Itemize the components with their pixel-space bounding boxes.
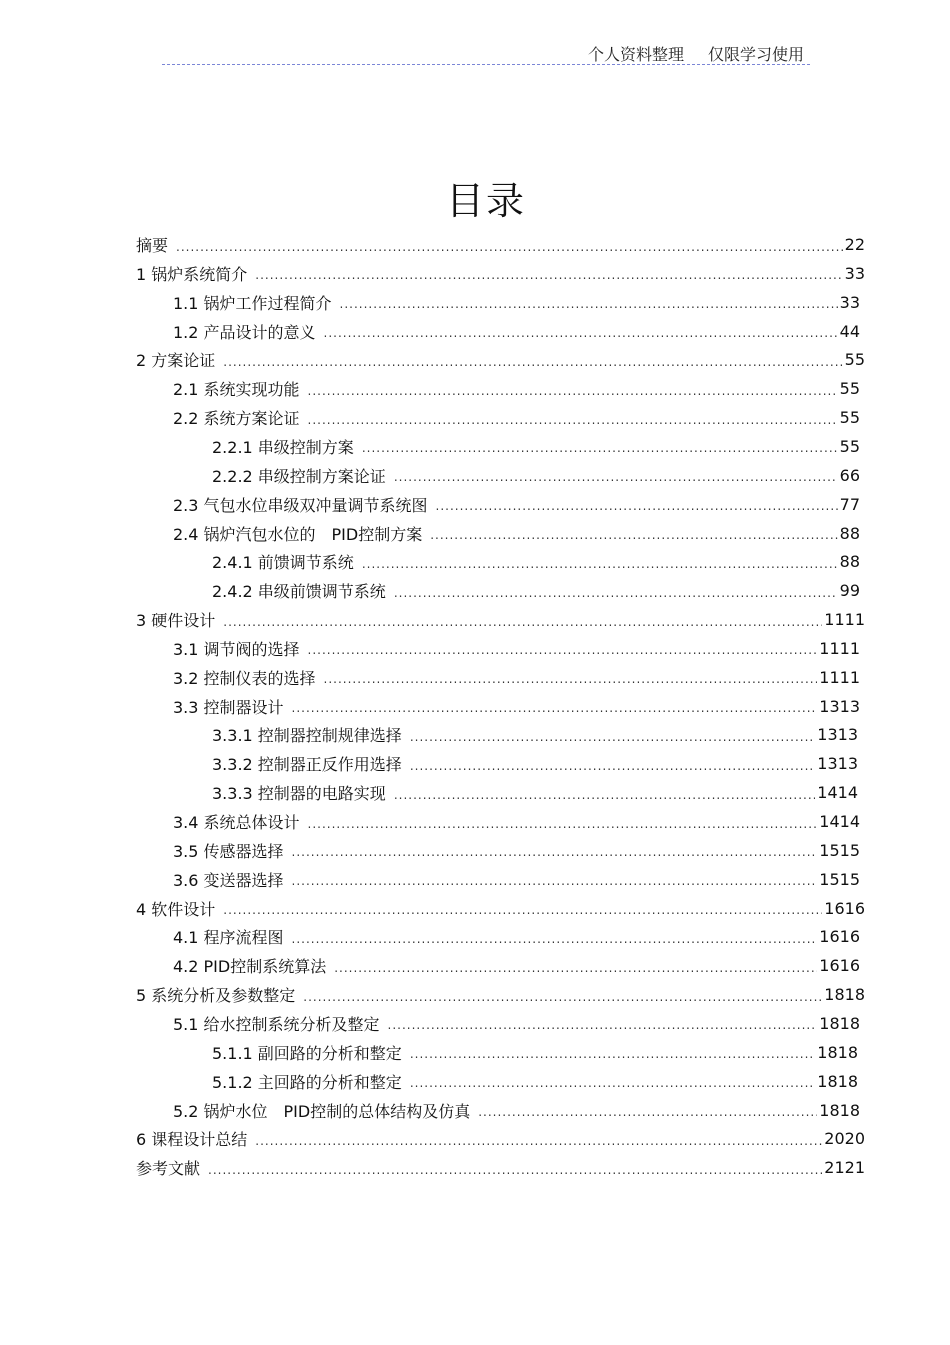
toc-leader-dots: [362, 557, 838, 571]
toc-entry-page: 1616: [819, 927, 860, 947]
toc-entry-page: 1616: [819, 956, 860, 976]
toc-entry[interactable]: [173, 951, 860, 980]
toc-entry[interactable]: [173, 807, 860, 836]
toc-entry[interactable]: [173, 1009, 860, 1038]
toc-entry-page: 1515: [819, 869, 860, 889]
toc-leader-dots: [292, 845, 818, 859]
toc-entry[interactable]: [212, 576, 860, 605]
toc-entry-page: 1313: [819, 696, 860, 716]
toc-entry-page: 88: [839, 552, 860, 572]
toc-entry[interactable]: [212, 720, 858, 749]
toc-entry[interactable]: [212, 1038, 858, 1067]
toc-leader-dots: [255, 268, 842, 282]
toc-entry-label: 2.1 系统实现功能: [173, 380, 300, 400]
toc-leader-dots: [223, 355, 842, 369]
toc-leader-dots: [308, 643, 818, 657]
toc-entry[interactable]: [173, 317, 860, 346]
toc-leader-dots: [334, 961, 817, 975]
toc-entry-page: 1818: [819, 1013, 860, 1033]
toc-entry[interactable]: [173, 1096, 860, 1125]
toc-leader-dots: [324, 326, 838, 340]
toc-entry-label: 2 方案论证: [136, 351, 216, 371]
toc-leader-dots: [430, 528, 837, 542]
toc-entry-label: 3.2 控制仪表的选择: [173, 668, 316, 688]
toc-entry[interactable]: [212, 749, 858, 778]
toc-entry[interactable]: [173, 836, 860, 865]
toc-leader-dots: [410, 759, 815, 773]
toc-entry-label: 4 软件设计: [136, 899, 216, 919]
toc-entry[interactable]: [173, 374, 860, 403]
toc-entry[interactable]: [173, 634, 860, 663]
toc-entry-page: 55: [839, 436, 860, 456]
toc-entry-page: 44: [839, 321, 860, 341]
toc-entry[interactable]: [173, 663, 860, 692]
toc-leader-dots: [208, 1163, 822, 1177]
toc-leader-dots: [388, 1018, 818, 1032]
toc-entry-page: 2121: [824, 1158, 865, 1178]
toc-entry-page: 99: [839, 581, 860, 601]
toc-leader-dots: [308, 413, 838, 427]
toc-entry[interactable]: [173, 692, 860, 721]
toc-entry[interactable]: [136, 894, 865, 923]
toc-leader-dots: [223, 615, 822, 629]
toc-entry-label: 4.1 程序流程图: [173, 928, 284, 948]
header-right-text: 仅限学习使用: [707, 45, 804, 64]
toc-entry-label: 2.4.1 前馈调节系统: [212, 553, 354, 573]
toc-leader-dots: [478, 1105, 817, 1119]
toc-entry-label: 3.3.3 控制器的电路实现: [212, 784, 386, 804]
toc-leader-dots: [394, 788, 815, 802]
toc-entry-label: 6 课程设计总结: [136, 1130, 248, 1150]
toc-entry-label: 1.2 产品设计的意义: [173, 322, 316, 342]
toc-entry-page: 1111: [824, 610, 865, 630]
toc-entry-label: 参考文献: [136, 1159, 201, 1179]
toc-entry-label: 5.1.1 副回路的分析和整定: [212, 1043, 402, 1063]
toc-entry[interactable]: [212, 461, 860, 490]
toc-leader-dots: [394, 470, 838, 484]
toc-entry-page: 1515: [819, 840, 860, 860]
toc-leader-dots: [410, 730, 815, 744]
toc-leader-dots: [410, 1047, 815, 1061]
toc-entry-page: 88: [839, 523, 860, 543]
toc-entry-page: 55: [839, 379, 860, 399]
page-header: [162, 40, 810, 65]
page-title: 目录: [445, 179, 526, 223]
toc-entry-label: 2.2.1 串级控制方案: [212, 437, 354, 457]
toc-entry-page: 1818: [817, 1071, 858, 1091]
toc-entry-page: 1111: [819, 667, 860, 687]
toc-entry[interactable]: [136, 1124, 865, 1153]
toc-entry[interactable]: [173, 865, 860, 894]
toc-entry-page: 1414: [817, 783, 858, 803]
toc-entry[interactable]: [173, 490, 860, 519]
toc-entry-page: 1111: [819, 638, 860, 658]
toc-leader-dots: [176, 240, 843, 254]
toc-entry-page: 1313: [817, 725, 858, 745]
toc-entry[interactable]: [136, 1153, 865, 1182]
toc-entry-label: 3.6 变送器选择: [173, 870, 284, 890]
toc-entry-page: 33: [839, 292, 860, 312]
toc-entry-page: 1616: [824, 898, 865, 918]
toc-leader-dots: [308, 384, 838, 398]
toc-leader-dots: [292, 874, 818, 888]
toc-entry[interactable]: [173, 403, 860, 432]
toc-entry-label: 2.2.2 串级控制方案论证: [212, 466, 386, 486]
toc-entry[interactable]: [173, 288, 860, 317]
toc-entry-label: 摘要: [136, 236, 169, 255]
toc-entry-page: 77: [839, 494, 860, 514]
toc-leader-dots: [223, 903, 822, 917]
toc-entry-page: 33: [844, 263, 865, 283]
toc-entry[interactable]: [136, 230, 865, 259]
header-left-text: 个人资料整理: [587, 45, 684, 64]
toc-entry-page: 1313: [817, 754, 858, 774]
toc-leader-dots: [292, 701, 818, 715]
toc-leader-dots: [292, 932, 818, 946]
toc-entry-label: 3.5 传感器选择: [173, 841, 284, 861]
toc-entry-label: 3.1 调节阀的选择: [173, 639, 300, 659]
toc-entry-label: 3 硬件设计: [136, 611, 216, 631]
toc-entry-label: 3.3.2 控制器正反作用选择: [212, 755, 402, 775]
toc-leader-dots: [303, 990, 822, 1004]
toc-entry-label: 2.4.2 串级前馈调节系统: [212, 582, 386, 602]
toc-entry-label: 4.2 PID控制系统算法: [173, 957, 327, 977]
toc-entry-page: 55: [844, 350, 865, 370]
toc-entry[interactable]: [212, 1067, 858, 1096]
toc-entry[interactable]: [136, 605, 865, 634]
toc-entry-label: 1.1 锅炉工作过程简介: [173, 293, 332, 313]
toc-entry-label: 2.4 锅炉汽包水位的 PID控制方案: [173, 524, 423, 544]
toc-leader-dots: [308, 817, 818, 831]
toc-entry[interactable]: [212, 547, 860, 576]
toc-entry[interactable]: [136, 980, 865, 1009]
toc-entry-label: 5.1.2 主回路的分析和整定: [212, 1072, 402, 1092]
toc-entry-label: 3.3 控制器设计: [173, 697, 284, 717]
toc-leader-dots: [436, 499, 838, 513]
toc-entry-page: 1414: [819, 812, 860, 831]
toc-entry-label: 1 锅炉系统简介: [136, 264, 248, 284]
header-text: [564, 42, 804, 65]
toc-leader-dots: [324, 672, 818, 686]
toc-entry[interactable]: [212, 778, 858, 807]
toc-entry-label: 2.2 系统方案论证: [173, 409, 300, 429]
toc-entry-page: 1818: [819, 1100, 860, 1120]
toc-entry[interactable]: [212, 432, 860, 461]
toc-entry-label: 3.3.1 控制器控制规律选择: [212, 726, 402, 746]
toc-leader-dots: [410, 1076, 815, 1090]
toc-entry-page: 1818: [817, 1042, 858, 1062]
toc-entry-label: 5 系统分析及参数整定: [136, 986, 296, 1006]
toc-entry[interactable]: [173, 519, 860, 548]
toc-entry[interactable]: [136, 259, 865, 288]
toc-leader-dots: [340, 297, 838, 311]
toc-entry-page: 2020: [824, 1129, 865, 1149]
toc-entry-page: 66: [839, 465, 860, 485]
toc-entry[interactable]: [173, 922, 860, 951]
toc-leader-dots: [394, 586, 838, 600]
toc-entry[interactable]: [136, 345, 865, 374]
toc-leader-dots: [255, 1134, 822, 1148]
toc-entry-label: 5.1 给水控制系统分析及整定: [173, 1014, 380, 1034]
toc-entry-page: 55: [839, 408, 860, 428]
toc-entry-label: 3.4 系统总体设计: [173, 813, 300, 832]
toc-entry-label: 2.3 气包水位串级双冲量调节系统图: [173, 495, 428, 515]
toc-entry-page: 22: [844, 235, 865, 254]
toc-entry-label: 5.2 锅炉水位 PID控制的总体结构及仿真: [173, 1101, 471, 1121]
toc-entry-page: 1818: [824, 985, 865, 1005]
toc-leader-dots: [362, 441, 838, 455]
